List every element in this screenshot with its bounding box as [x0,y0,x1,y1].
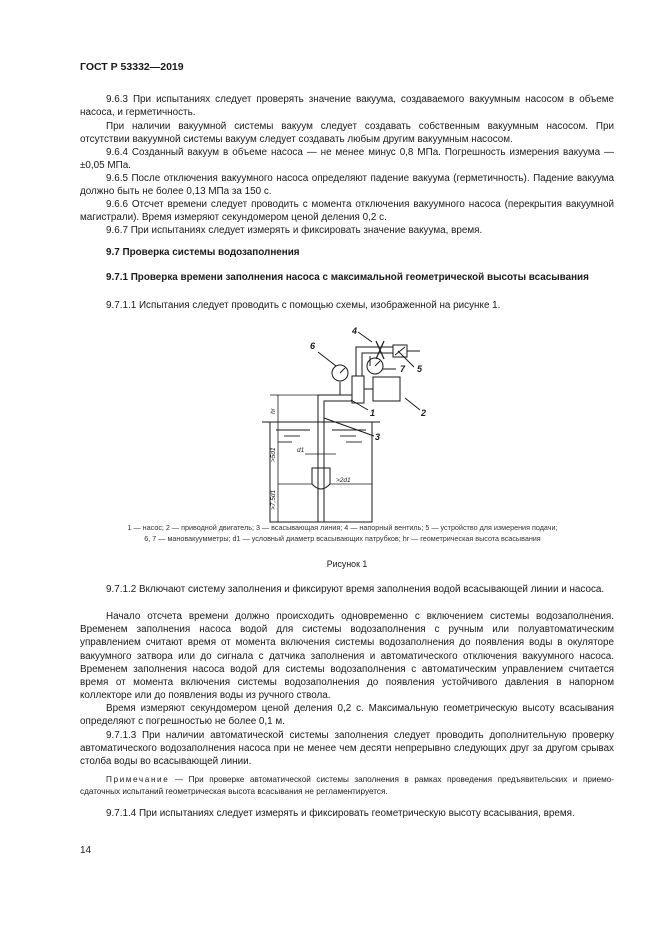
label-7: 7 [400,364,406,374]
paragraph-9-6-4: 9.6.4 Созданный вакуум в объеме насоса — не менее минус 0,8 МПа. Погрешность измерения вакуума — ±0,05 МПа. [80,147,614,172]
dim-2d1: >2d1 [336,477,351,484]
dim-hr: hr [270,408,277,414]
paragraph-9-7-1-2: 9.7.1.2 Включают систему заполнения и фиксируют время заполнения водой всасывающей линии и насоса. [106,584,605,595]
paragraph-9-6-3-cont: При наличии вакуумной системы вакуум следует создавать собственным вакуумным насосом. При отсутствии вакуумной системы вакуум следует создавать любым другим вакуумным насосом. [80,121,614,146]
label-5: 5 [417,364,423,374]
paragraph-9-6-5: 9.6.5 После отключения вакуумного насоса определяют падение вакуума (герметичность). Падение вакуума должно быть не более 0,13 МПа за 150 с. [80,173,614,198]
figure-legend [70,522,615,544]
section-heading-9-7: 9.7 Проверка системы водозаполнения [106,247,300,258]
note-text: — При проверке автоматической системы заполнения в рамках проведения предъявительских и приемо-сдаточных испытаний геометрическая высота всасывания не регламентируется. [80,775,614,796]
label-3: 3 [375,432,381,442]
paragraph-9-6-3: 9.6.3 При испытаниях следует проверять значение вакуума, создаваемого вакуумным насосом в объеме насоса, и герметичность. [80,94,614,119]
note-prefix: Примечание [106,775,170,784]
note [80,774,614,798]
suction-strainer [312,468,330,489]
discharge-valve [376,341,384,359]
label-6: 6 [310,341,316,351]
paragraph-9-7-1-2-cont: Начало отсчета времени должно происходить одновременно с включением системы водозаполнения. Временем заполнения насоса водой для системы водозаполнения с ручным или полуавтоматическим управлением считают время от момента включения системы водозаполнения до появления воды в окуляторе вакуумного затвора или до сигнала с датчика заполнения и автоматического отключения вакуумного насоса. Временем заполнения насоса водой для системы водозаполнения с автоматическим управлением считается время от момента включения системы водозаполнения до появления устойчивого давления в напорном коллекторе или до появления воды из ручного ствола. [80,611,614,702]
pump [352,376,364,403]
dim-5d1: >5d1 [270,447,277,462]
paragraph-9-7-1-2-measure: Время измеряют секундомером ценой деления 0,2 с. Максимальную геометрическую высоту всасывания определяют с погрешностью не более 0,1 м. [80,703,614,728]
drive-motor [373,377,400,401]
dim-7-5d1: >7,5d1 [270,489,277,510]
figure-caption: Рисунок 1 [326,559,368,569]
paragraph-9-6-6: 9.6.6 Отсчет времени следует проводить с момента отключения вакуумного насоса (перекрытия вакуумной магистрали). Время измеряют секундомером ценой деления 0,2 с. [80,199,614,224]
dim-d1: d1 [297,447,305,454]
paragraph-9-7-1-1: 9.7.1.1 Испытания следует проводить с помощью схемы, изображенной на рисунке 1. [106,300,501,311]
legend-line-2: 6, 7 — мановакуумметры; d1 — условный диаметр всасывающих патрубков; hr — геометрическая высота всасывания [144,534,541,543]
document-header: ГОСТ Р 53332—2019 [80,61,184,73]
legend-line-1: 1 — насос; 2 — приводной двигатель; 3 — всасывающая линия; 4 — напорный вентиль; 5 — устройство для измерения подачи; [127,523,558,532]
label-2: 2 [421,408,427,418]
paragraph-9-7-1-4: 9.7.1.4 При испытаниях следует измерять и фиксировать геометрическую высоту всасывания, время. [106,808,575,819]
page-number: 14 [80,845,92,856]
suction-pipe-left-wall [318,395,352,522]
paragraph-9-6-7: 9.6.7 При испытаниях следует измерять и фиксировать значение вакуума, время. [106,225,483,236]
section-heading-9-7-1: 9.7.1 Проверка времени заполнения насоса с максимальной геометрической высоты всасывания [106,272,589,283]
label-1: 1 [370,408,376,418]
paragraph-9-7-1-3: 9.7.1.3 При наличии автоматической системы заполнения следует проводить дополнительную проверку автоматического водозаполнения насоса при не менее чем десяти непрерывно следующих друг за другом срывах столба воды во всасывающей линии. [80,730,614,768]
label-4: 4 [352,326,358,336]
water-tank [270,422,372,522]
